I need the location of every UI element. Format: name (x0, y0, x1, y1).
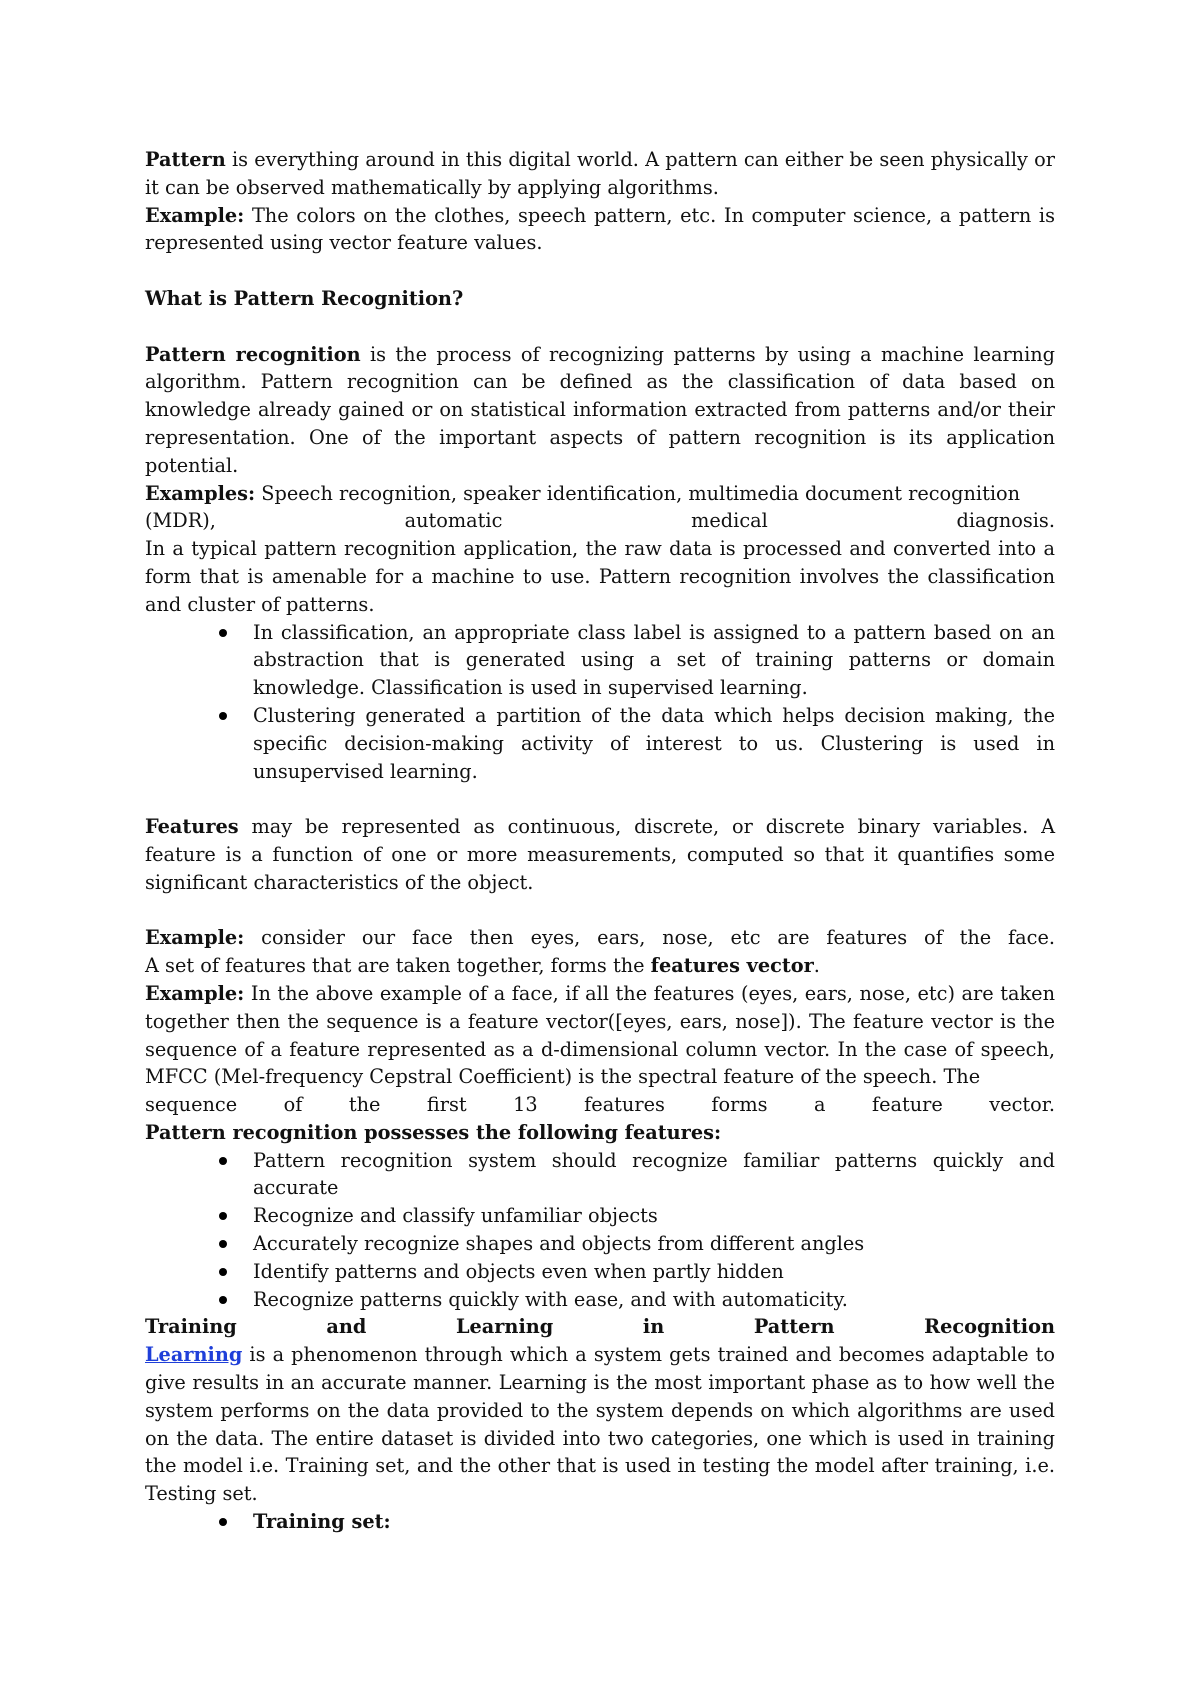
bullet-icon (219, 1268, 227, 1276)
bullet-icon (219, 1518, 227, 1526)
list-item (253, 1286, 1055, 1314)
vector-example-last-line (145, 1091, 1055, 1119)
features-text: may be represented as continuous, discrete, or discrete binary variables. A feature is a function of one or more measurements, computed so that it quantifies some significant characteristics of the object. (145, 815, 1055, 894)
word: 13 (513, 1093, 538, 1117)
word: Pattern (753, 1315, 835, 1339)
list-item-text: Training set: (253, 1510, 391, 1534)
word: features (584, 1093, 665, 1117)
period: . (813, 954, 820, 978)
learning-text: is a phenomenon through which a system gets trained and becomes adaptable to give results in an accurate manner. Learning is the most important phase as to how well the system performs on the data provided to the system depends on which algorithms are used on the data. The entire dataset is divided into two categories, one which is used in training the model i.e. Training set, and the other that is used in testing the model after training, i.e. Testing set. (145, 1343, 1055, 1506)
word: Training (145, 1315, 237, 1339)
word: Learning (455, 1315, 554, 1339)
spacer (145, 313, 1055, 341)
word: and (326, 1315, 367, 1339)
learning-link[interactable]: Learning (145, 1343, 243, 1367)
example-label: Example: (145, 981, 245, 1005)
features-paragraph (145, 813, 1055, 896)
vector-example-text: In the above example of a face, if all the features (eyes, ears, nose, etc) are taken together then the sequence is a feature vector([eyes, ears, nose]). The feature vector is the sequence of a feature represented as a d-dimensional column vector. In the case of speech, MFCC (Mel-frequency Cepstral Coefficient) is the spectral feature of the speech. The (145, 981, 1055, 1089)
word: of (283, 1093, 303, 1117)
term-features: Features (145, 815, 239, 839)
definition-paragraph (145, 341, 1055, 480)
list-item-text: Identify patterns and objects even when partly hidden (253, 1259, 784, 1283)
examples-line-2 (145, 507, 1055, 535)
dataset-list (145, 1508, 1055, 1536)
example-label: Example: (145, 926, 245, 950)
classification-list (145, 619, 1055, 786)
list-item-text: Pattern recognition system should recognize familiar patterns quickly and accurate (253, 1148, 1055, 1200)
word: sequence (145, 1093, 238, 1117)
example-paragraph (145, 202, 1055, 258)
example-label: Example: (145, 203, 245, 227)
bullet-icon (219, 629, 227, 637)
list-item (253, 1258, 1055, 1286)
feature-vector-text: A set of features that are taken together, forms the (145, 954, 651, 978)
word: a (813, 1093, 826, 1117)
list-item (253, 1147, 1055, 1203)
application-paragraph: In a typical pattern recognition application, the raw data is processed and converted into a form that is amenable for a machine to use. Pattern recognition involves the classification and cluster of patterns. (145, 537, 1055, 616)
examples-label: Examples: (145, 481, 256, 505)
word: feature (871, 1093, 943, 1117)
term-pattern: Pattern (145, 148, 226, 171)
list-item-text: Clustering generated a partition of the data which helps decision making, the specific decision-making activity of interest to us. Clustering is used in unsupervised learning. (253, 703, 1055, 783)
examples-text: Speech recognition, speaker identification, multimedia document recognition (255, 481, 1021, 505)
word: first (426, 1093, 467, 1117)
capabilities-list (145, 1147, 1055, 1314)
list-item (253, 619, 1055, 702)
word: automatic (404, 509, 503, 533)
word: (MDR), (145, 509, 216, 533)
word: Recognition (924, 1315, 1055, 1339)
section-heading-features: Pattern recognition possesses the following features: (145, 1120, 722, 1144)
learning-paragraph (145, 1341, 1055, 1508)
bullet-icon (219, 1212, 227, 1220)
bullet-icon (219, 712, 227, 720)
list-item (253, 702, 1055, 785)
list-item-text: Accurately recognize shapes and objects from different angles (253, 1232, 865, 1256)
feature-vector-paragraph (145, 952, 1055, 980)
vector-example-paragraph (145, 980, 1055, 1091)
document-page (145, 146, 1055, 1536)
list-item (253, 1508, 1055, 1536)
examples-paragraph (145, 480, 1055, 508)
section-heading-what-is: What is Pattern Recognition? (145, 286, 464, 310)
face-example-paragraph (145, 924, 1055, 952)
face-example-text: consider our face then eyes, ears, nose, etc are features of the face. (244, 926, 1055, 950)
definition-text: is the process of recognizing patterns by using a machine learning algorithm. Pattern recognition can be defined as the classification of data based on knowledge already gained or on statistical information extracted from patterns and/or their representation. One of the important aspects of pattern recognition is its application potential. (145, 342, 1056, 477)
word: diagnosis. (956, 509, 1055, 533)
spacer (145, 897, 1055, 925)
bullet-icon (219, 1240, 227, 1248)
spacer (145, 785, 1055, 813)
word: medical (691, 509, 768, 533)
word: the (348, 1093, 381, 1117)
list-item (253, 1202, 1055, 1230)
intro-text: is everything around in this digital world. A pattern can either be seen physically or it can be observed mathematically by applying algorithms. (145, 148, 1055, 199)
list-item (253, 1230, 1055, 1258)
section-heading-training (145, 1313, 1055, 1341)
list-item-text: Recognize and classify unfamiliar objects (253, 1204, 658, 1228)
term-pattern-recognition: Pattern recognition (145, 342, 361, 366)
example-text: The colors on the clothes, speech pattern, etc. In computer science, a pattern is represented using vector feature values. (145, 203, 1055, 255)
list-item-text: In classification, an appropriate class label is assigned to a pattern based on an abstraction that is generated using a set of training patterns or domain knowledge. Classification is used in supervised learning. (253, 620, 1055, 700)
spacer (145, 257, 1055, 285)
term-features-vector: features vector (650, 954, 814, 978)
bullet-icon (219, 1157, 227, 1165)
bullet-icon (219, 1296, 227, 1304)
word: in (642, 1315, 665, 1339)
list-item-text: Recognize patterns quickly with ease, and with automaticity. (253, 1287, 848, 1311)
intro-paragraph (145, 146, 1055, 202)
word: vector. (989, 1093, 1055, 1117)
word: forms (711, 1093, 768, 1117)
